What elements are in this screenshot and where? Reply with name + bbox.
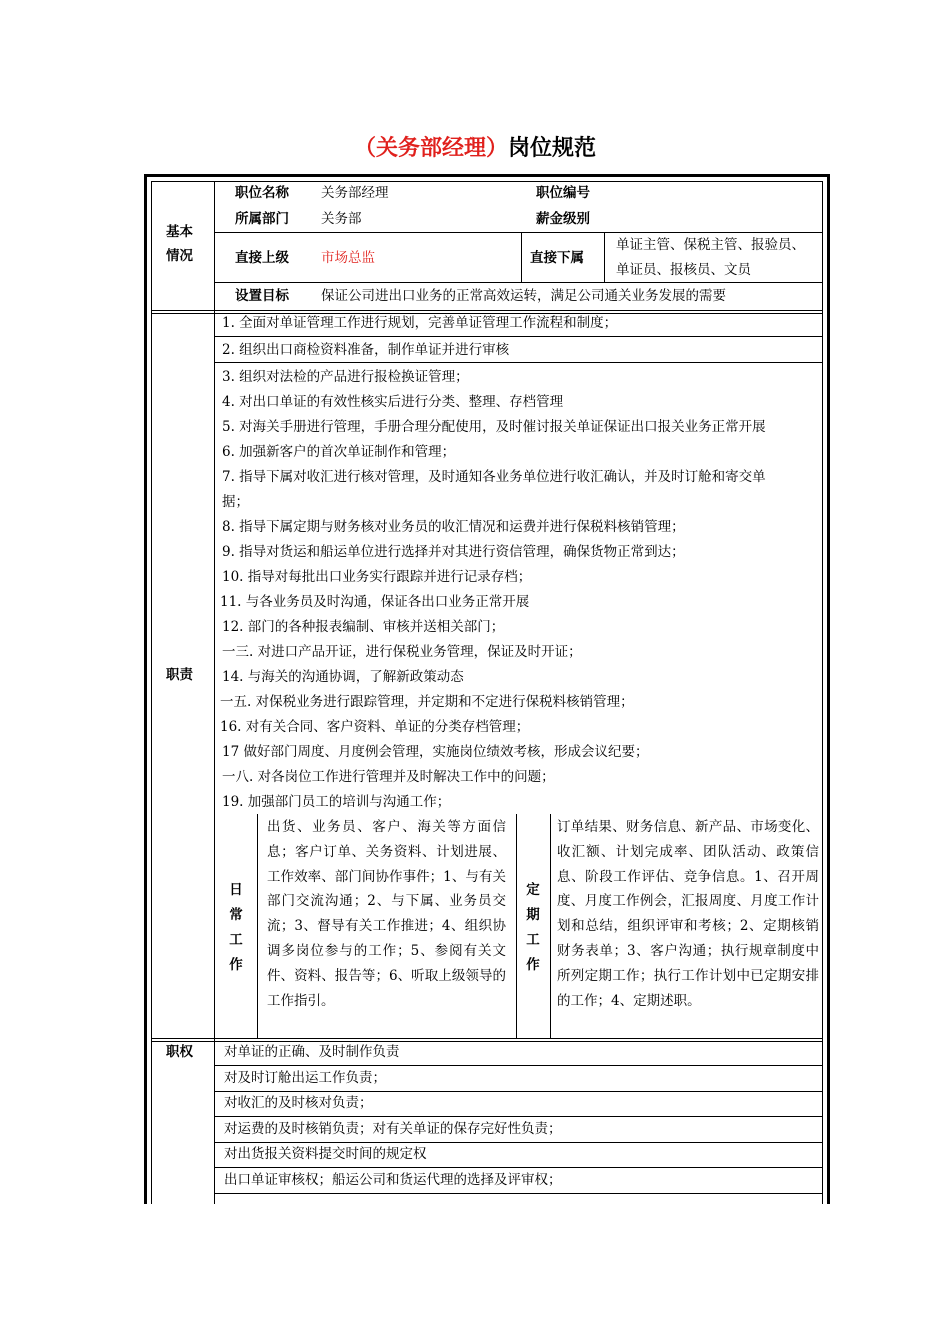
duty-item-19: 19. 加强部门员工的培训与沟通工作； bbox=[222, 794, 451, 810]
duty-item-11: 11. 与各业务员及时沟通，保证各出口业务正常开展 bbox=[220, 594, 530, 610]
daily-work-label: 日常工作 bbox=[229, 882, 243, 973]
authority-item-3: 对收汇的及时核对负责； bbox=[224, 1095, 373, 1111]
department-label: 所属部门 bbox=[235, 211, 289, 227]
position-code-label: 职位编号 bbox=[536, 185, 590, 201]
basic-section-label-2: 情况 bbox=[166, 248, 193, 264]
inner-border-right bbox=[822, 181, 823, 1204]
goal-value: 保证公司进出口业务的正常高效运转，满足公司通关业务发展的需要 bbox=[321, 288, 726, 304]
authority-rule-6 bbox=[214, 1193, 823, 1194]
duty-item-7: 7. 指导下属对收汇进行核对管理，及时通知各业务单位进行收汇确认，并及时订舱和寄交单 bbox=[222, 469, 766, 485]
periodic-work-label: 定期工作 bbox=[526, 882, 540, 973]
periodic-left-divider bbox=[516, 814, 517, 1038]
superior-value: 市场总监 bbox=[321, 250, 375, 266]
basic-subordinate-divider bbox=[604, 233, 605, 282]
duty-item-16: 16. 对有关合同、客户资料、单证的分类存档管理； bbox=[220, 719, 530, 735]
periodic-work-text: 订单结果、财务信息、新产品、市场变化、收汇额、计划完成率、团队活动、政策信息、阶段工作评估、竞争信息。1、召开周度、月度工作例会，汇报周度、月度工作计划和总结，组织评审和考核；2、定期核销财务表单；3、客户沟通；执行规章制度中所列定期工作；执行工作计划中已定期安排的工作；4、定期述职。 bbox=[557, 819, 819, 1009]
authority-item-1: 对单证的正确、及时制作负责 bbox=[224, 1044, 400, 1060]
duty-item-8: 8. 指导下属定期与财务核对业务员的收汇情况和运费并进行保税料核销管理； bbox=[222, 519, 685, 535]
duty-item-15: 一五. 对保税业务进行跟踪管理，并定期和不定进行保税料核销管理； bbox=[220, 694, 634, 710]
subordinate-value-2: 单证员、报核员、文员 bbox=[616, 262, 751, 278]
title-red-part: （关务部经理） bbox=[353, 136, 508, 161]
duty-item-3: 3. 组织对法检的产品进行报检换证管理； bbox=[222, 369, 469, 385]
authority-section-label: 职权 bbox=[166, 1044, 193, 1060]
duty-item-1: 1. 全面对单证管理工作进行规划，完善单证管理工作流程和制度； bbox=[222, 315, 618, 331]
duty-item-14: 14. 与海关的沟通协调，了解新政策动态 bbox=[222, 669, 464, 685]
duty-rule-1 bbox=[214, 336, 823, 337]
duty-item-4: 4. 对出口单证的有效性核实后进行分类、整理、存档管理 bbox=[222, 394, 564, 410]
duty-item-7-cont: 据； bbox=[222, 494, 249, 510]
duty-item-10: 10. 指导对每批出口业务实行跟踪并进行记录存档； bbox=[222, 569, 532, 585]
job-spec-table bbox=[144, 174, 830, 1204]
authority-item-6: 出口单证审核权；船运公司和货运代理的选择及评审权； bbox=[224, 1172, 562, 1188]
outer-border-top bbox=[144, 174, 830, 177]
duty-item-6: 6. 加强新客户的首次单证制作和管理； bbox=[222, 444, 456, 460]
daily-work-text: 出货、业务员、客户、海关等方面信息；客户订单、关务资料、计划进展、工作效率、部门间协作事件；1、与有关部门交流沟通；2、与下属、业务员交流；3、督导有关工作推进；4、组织协调多岗位参与的工作；5、参阅有关文件、资料、报告等；6、听取上级领导的工作指引。 bbox=[267, 819, 506, 1009]
duty-item-17: 17 做好部门周度、月度例会管理，实施岗位绩效考核，形成会议纪要； bbox=[222, 744, 649, 760]
duty-item-13: 一三. 对进口产品开证，进行保税业务管理，保证及时开证； bbox=[222, 644, 582, 660]
duty-item-5: 5. 对海关手册进行管理，手册合理分配使用，及时催讨报关单证保证出口报关业务正常开展 bbox=[222, 419, 766, 435]
title-black-part: 岗位规范 bbox=[508, 136, 597, 161]
duty-item-18: 一八. 对各岗位工作进行管理并及时解决工作中的问题； bbox=[222, 769, 555, 785]
authority-section-top bbox=[151, 1038, 823, 1039]
position-name-label: 职位名称 bbox=[235, 185, 289, 201]
position-name-value: 关务部经理 bbox=[321, 185, 389, 201]
department-value: 关务部 bbox=[321, 211, 362, 227]
basic-superior-divider bbox=[521, 233, 522, 282]
basic-section-label-1: 基本 bbox=[166, 224, 193, 240]
outer-border-right bbox=[827, 174, 830, 1204]
duty-item-12: 12. 部门的各种报表编制、审核并送相关部门； bbox=[222, 619, 505, 635]
periodic-text-divider bbox=[550, 814, 551, 1038]
label-column-divider bbox=[214, 181, 215, 1204]
goal-label: 设置目标 bbox=[235, 288, 289, 304]
subordinate-value-1: 单证主管、保税主管、报验员、 bbox=[616, 237, 805, 253]
daily-left-divider bbox=[257, 814, 258, 1038]
subordinate-label: 直接下属 bbox=[530, 250, 584, 266]
superior-label: 直接上级 bbox=[235, 250, 289, 266]
page-title bbox=[0, 133, 950, 165]
outer-border-left bbox=[144, 174, 147, 1204]
authority-item-4: 对运费的及时核销负责；对有关单证的保存完好性负责； bbox=[224, 1121, 562, 1137]
duties-section-label: 职责 bbox=[166, 667, 193, 683]
salary-label: 薪金级别 bbox=[536, 211, 590, 227]
inner-border-left bbox=[151, 181, 152, 1204]
duty-item-9: 9. 指导对货运和船运单位进行选择并对其进行资信管理，确保货物正常到达； bbox=[222, 544, 685, 560]
authority-item-2: 对及时订舱出运工作负责； bbox=[224, 1070, 386, 1086]
duty-item-2: 2. 组织出口商检资料准备，制作单证并进行审核 bbox=[222, 342, 510, 358]
authority-item-5: 对出货报关资料提交时间的规定权 bbox=[224, 1146, 427, 1162]
